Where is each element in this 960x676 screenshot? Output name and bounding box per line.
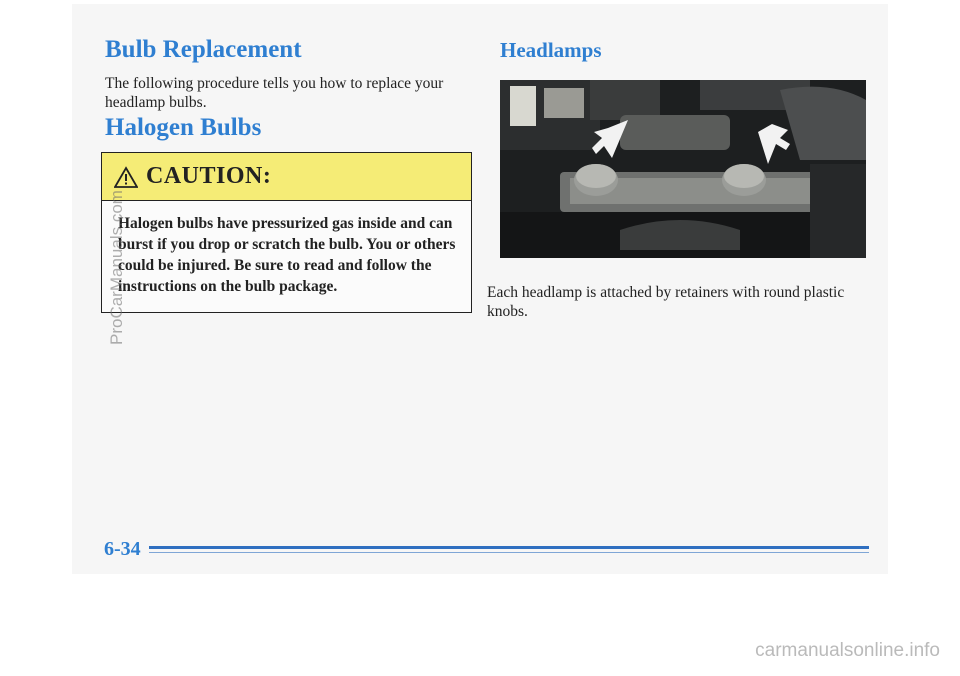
caution-header [102,153,471,201]
intro-paragraph: The following procedure tells you how to replace your headlamp bulbs. [105,75,444,111]
section-title-halogen-bulbs: Halogen Bulbs [105,114,262,141]
warning-triangle-icon [114,166,138,188]
headlamp-photo [500,80,866,258]
side-watermark: ProCarManuals.com [107,190,126,345]
section-title-bulb-replacement: Bulb Replacement [105,36,302,63]
headlamp-caption: Each headlamp is attached by retainers with round plastic knobs. [487,284,845,320]
footer-rule [149,546,869,549]
caution-box [101,152,472,313]
bottom-watermark: carmanualsonline.info [755,640,940,661]
footer-rule-thin [149,552,869,553]
caution-label: CAUTION: [146,163,272,189]
caution-text: Halogen bulbs have pressurized gas inside and can burst if you drop or scratch the bulb. You or others could be injured. Be sure to read and follow the instructions on the bulb package. [118,215,456,295]
section-title-headlamps: Headlamps [500,38,602,62]
page-number: 6-34 [104,538,141,560]
